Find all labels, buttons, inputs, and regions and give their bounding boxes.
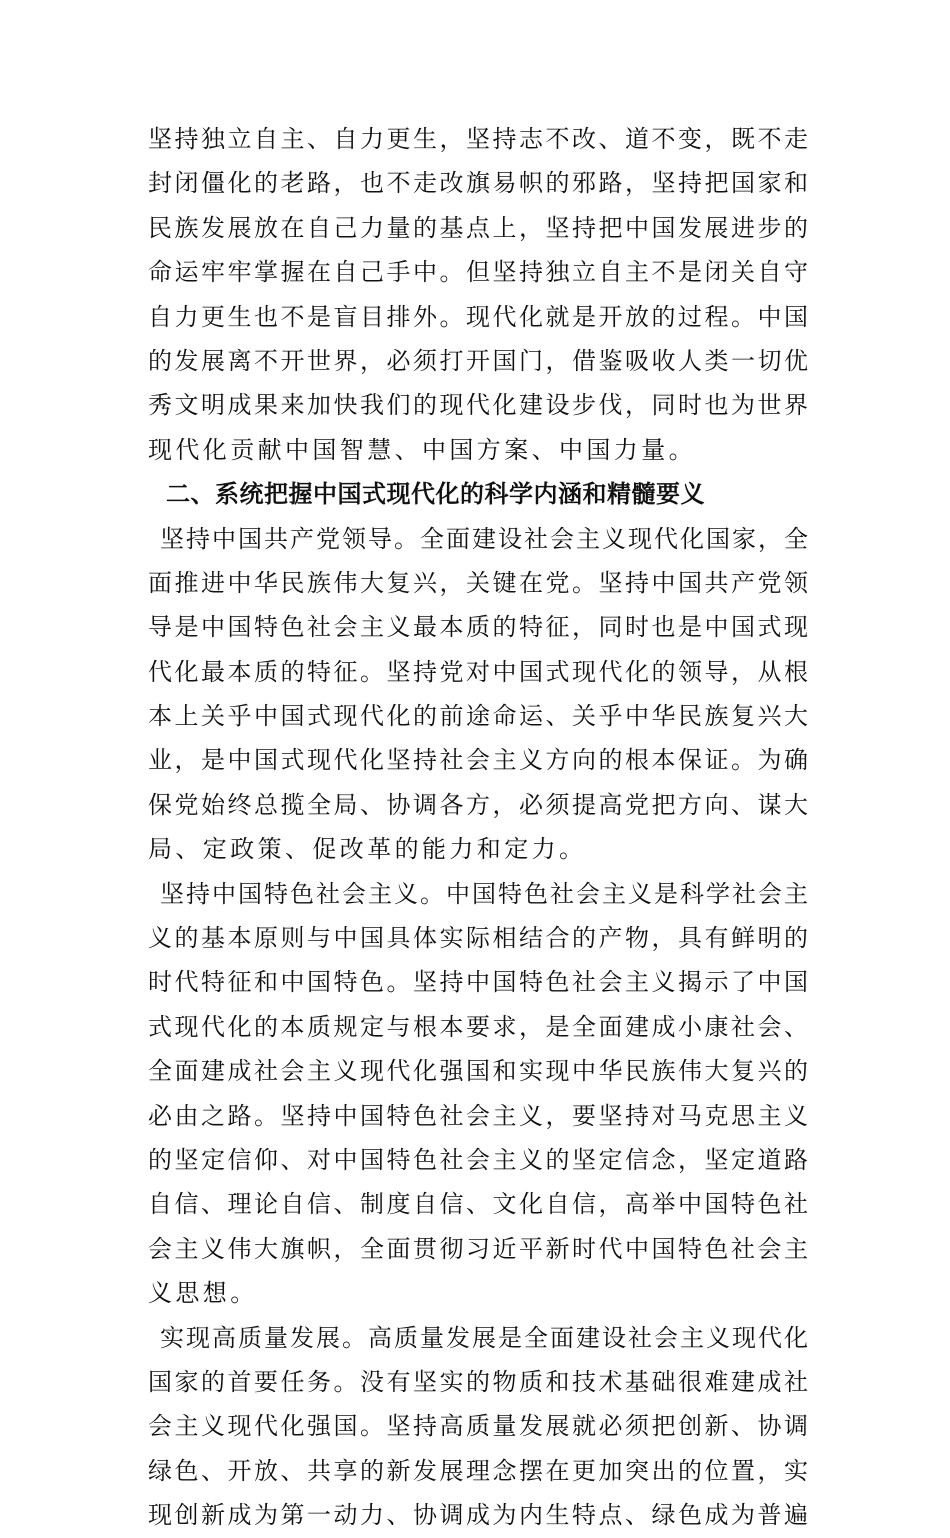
text-line: 义思想。 <box>148 1279 258 1308</box>
section-heading: 二、系统把握中国式现代化的科学内涵和精髓要义 <box>166 480 705 509</box>
text-line: 命运牢牢掌握在自己手中。但坚持独立自主不是闭关自守 <box>148 258 808 287</box>
text-line: 导是中国特色社会主义最本质的特征，同时也是中国式现 <box>148 613 808 642</box>
text-line: 自信、理论自信、制度自信、文化自信，高举中国特色社 <box>148 1190 808 1219</box>
text-line: 封闭僵化的老路，也不走改旗易帜的邪路，坚持把国家和 <box>148 169 808 198</box>
text-line: 的发展离不开世界，必须打开国门，借鉴吸收人类一切优 <box>148 346 808 375</box>
text-line: 必由之路。坚持中国特色社会主义，要坚持对马克思主义 <box>148 1101 808 1130</box>
text-line: 时代特征和中国特色。坚持中国特色社会主义揭示了中国 <box>148 968 808 997</box>
text-line: 自力更生也不是盲目排外。现代化就是开放的过程。中国 <box>148 302 808 331</box>
text-line: 全面建成社会主义现代化强国和实现中华民族伟大复兴的 <box>148 1057 808 1086</box>
text-line: 现创新成为第一动力、协调成为内生特点、绿色成为普遍 <box>148 1501 808 1530</box>
paragraph-high-quality-development <box>148 1316 808 1538</box>
text-line: 业，是中国式现代化坚持社会主义方向的根本保证。为确 <box>148 746 808 775</box>
text-line: 坚持独立自主、自力更生，坚持志不改、道不变，既不走 <box>148 125 808 153</box>
text-line: 现代化贡献中国智慧、中国方案、中国力量。 <box>148 435 696 464</box>
text-line: 的坚定信仰、对中国特色社会主义的坚定信念，坚定道路 <box>148 1145 808 1174</box>
text-line: 保党始终总揽全局、协调各方，必须提高党把方向、谋大 <box>148 790 808 819</box>
text-line: 义的基本原则与中国具体实际相结合的产物，具有鲜明的 <box>148 924 808 953</box>
paragraph-independence <box>148 117 808 472</box>
text-line: 国家的首要任务。没有坚实的物质和技术基础很难建成社 <box>148 1367 808 1396</box>
text-line: 坚持中国特色社会主义。中国特色社会主义是科学社会主 <box>160 879 808 908</box>
text-line: 本上关乎中国式现代化的前途命运、关乎中华民族复兴大 <box>148 702 808 731</box>
text-line: 局、定政策、促改革的能力和定力。 <box>148 835 587 864</box>
text-line: 面推进中华民族伟大复兴，关键在党。坚持中国共产党领 <box>148 568 808 597</box>
paragraph-party-leadership <box>148 517 808 872</box>
text-line: 绿色、开放、共享的新发展理念摆在更加突出的位置，实 <box>148 1456 808 1485</box>
document-body <box>148 117 808 1538</box>
text-line: 式现代化的本质规定与根本要求，是全面建成小康社会、 <box>148 1012 808 1041</box>
text-line: 会主义伟大旗帜，全面贯彻习近平新时代中国特色社会主 <box>148 1234 808 1263</box>
text-line: 民族发展放在自己力量的基点上，坚持把中国发展进步的 <box>148 213 808 242</box>
text-line: 代化最本质的特征。坚持党对中国式现代化的领导，从根 <box>148 657 808 686</box>
text-line: 实现高质量发展。高质量发展是全面建设社会主义现代化 <box>160 1323 808 1352</box>
paragraph-socialism <box>148 872 808 1316</box>
text-line: 秀文明成果来加快我们的现代化建设步伐，同时也为世界 <box>148 391 808 420</box>
text-line: 会主义现代化强国。坚持高质量发展就必须把创新、协调 <box>148 1412 808 1441</box>
text-line: 坚持中国共产党领导。全面建设社会主义现代化国家，全 <box>160 524 808 553</box>
